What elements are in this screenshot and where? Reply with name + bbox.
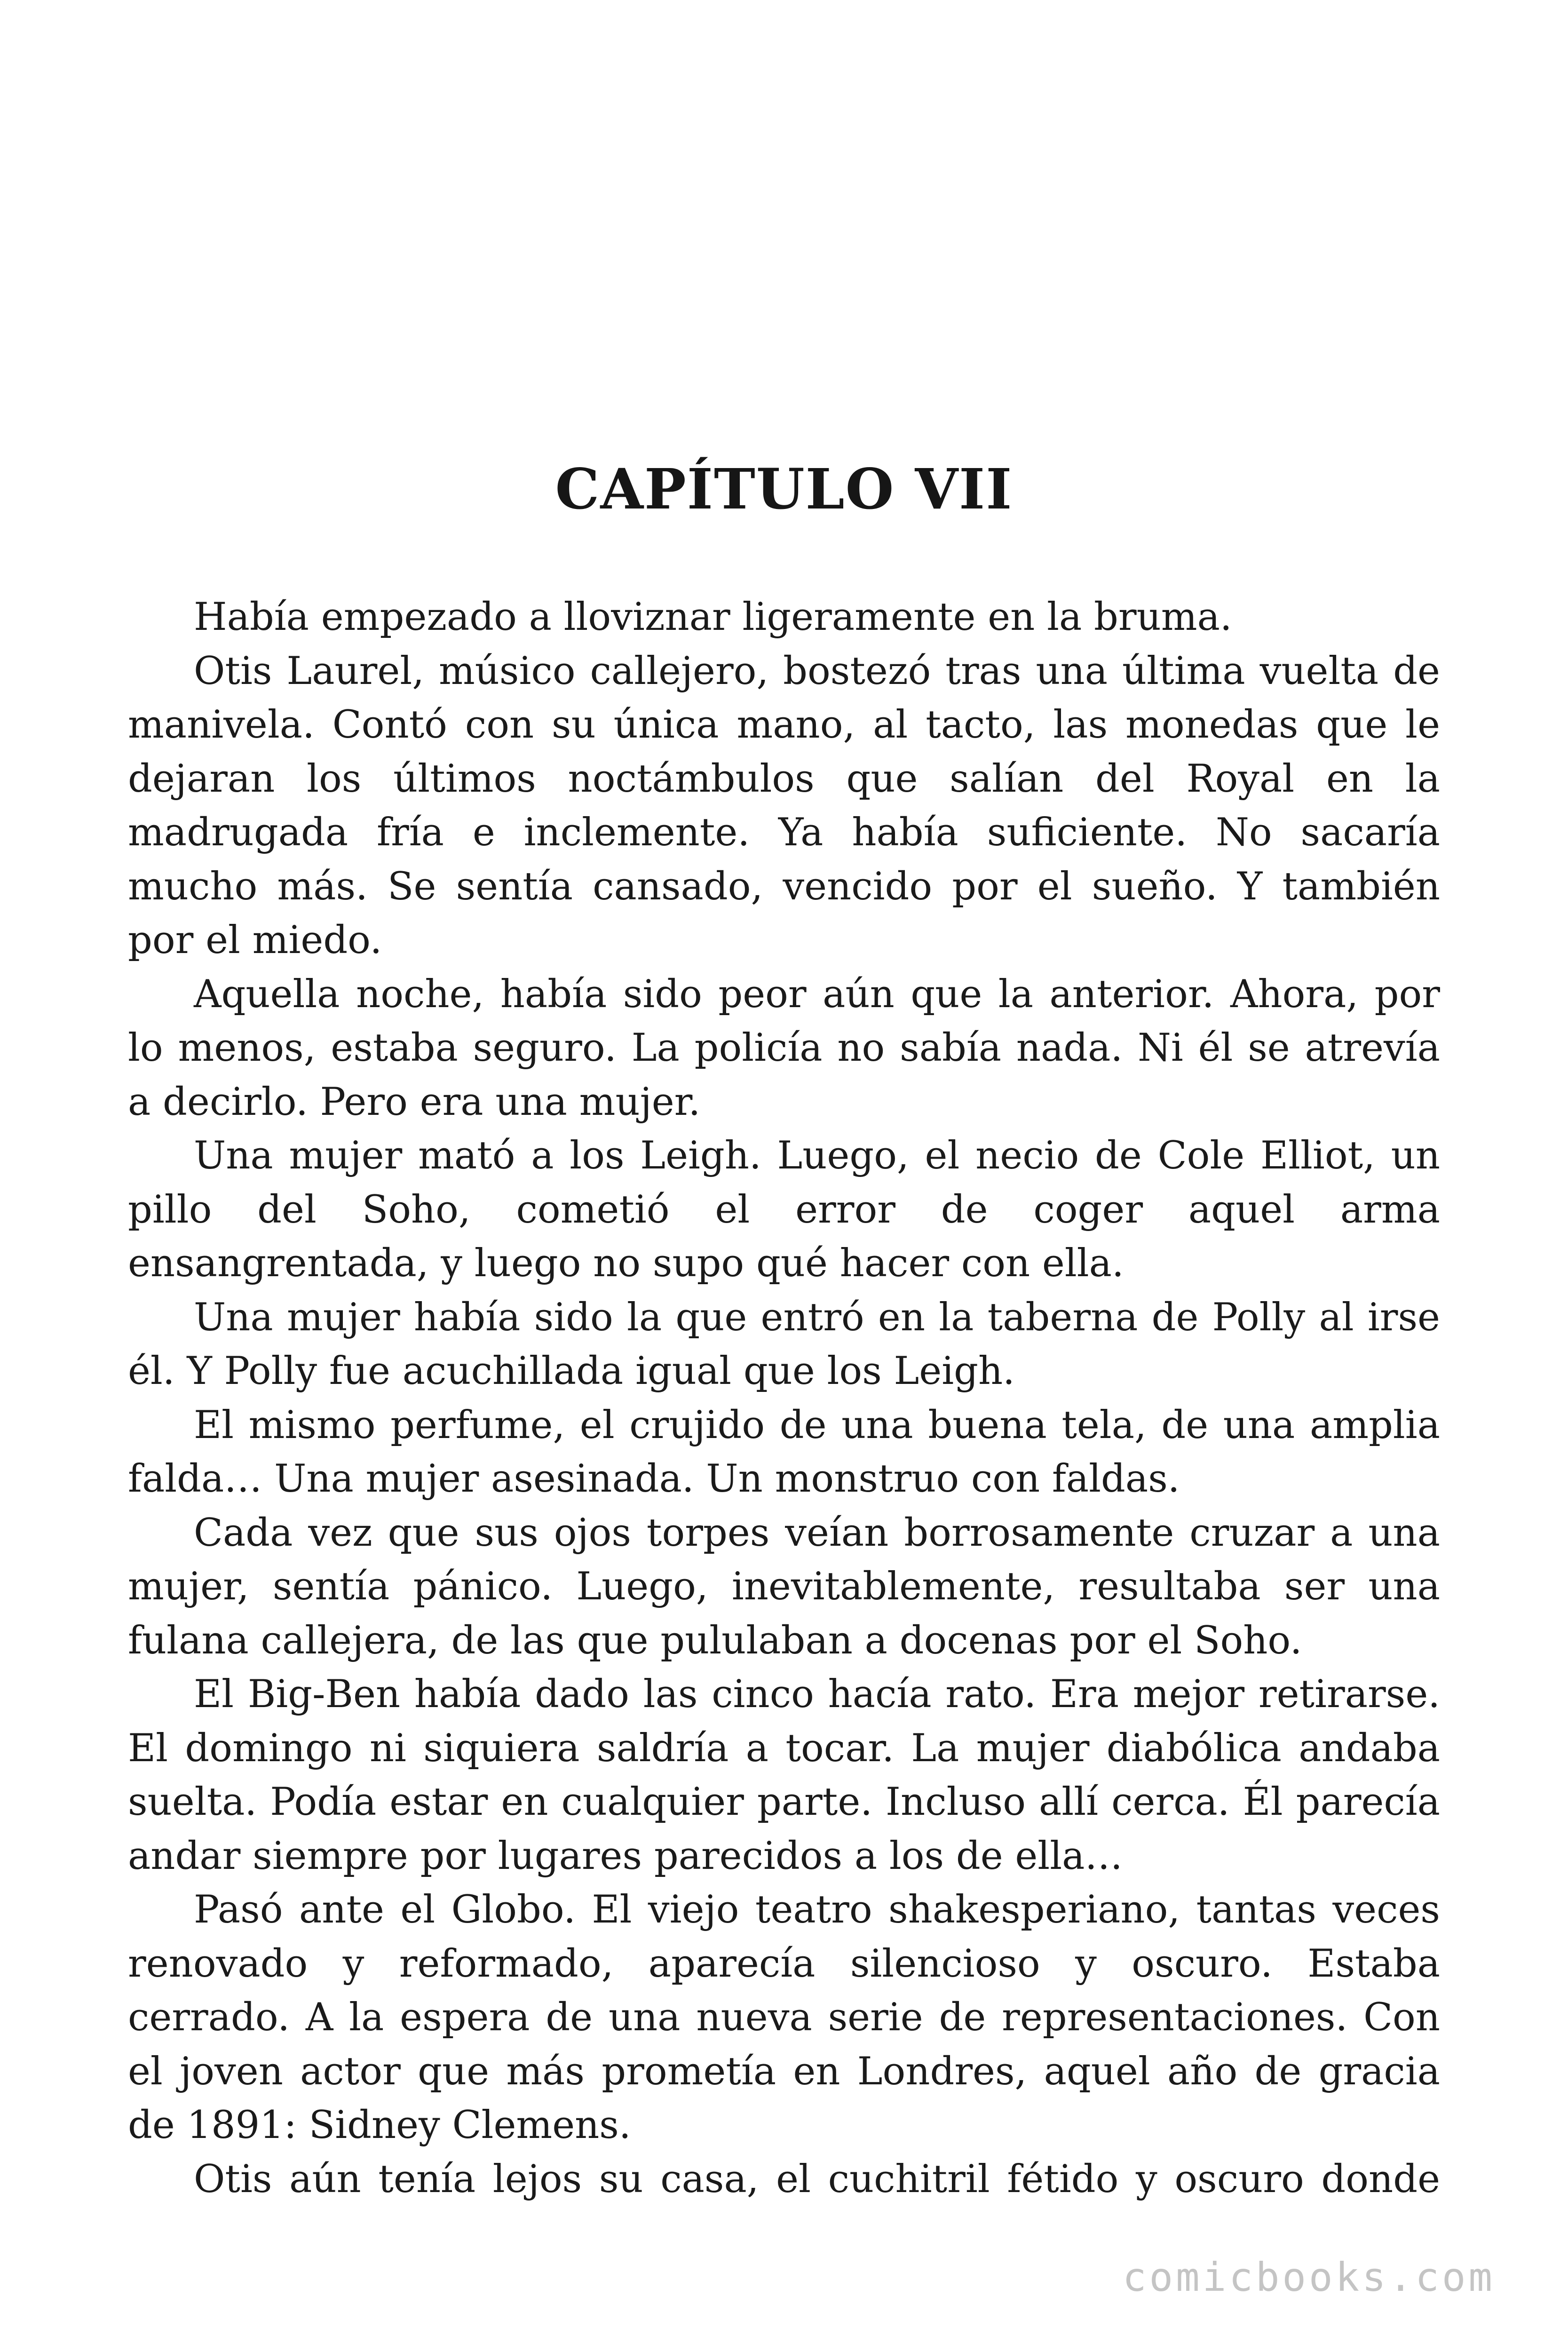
paragraph: Había empezado a lloviznar ligeramente en la bruma. — [194, 595, 1232, 639]
paragraph: El Big-Ben había dado las cinco hacía rato. Era mejor retirarse. El domingo ni siquiera saldría a tocar. La mujer diabólica andaba suelta. Podía estar en cualquier parte. Incluso allí cerca. Él parecía andar siempre por lugares parecidos a los de ella… — [128, 1672, 1440, 1878]
paragraph: Otis aún tenía lejos su casa, el cuchitril fétido y oscuro donde — [194, 2157, 1440, 2201]
paragraph: Cada vez que sus ojos torpes veían borrosamente cruzar a una mujer, sentía pánico. Luego, inevitablemente, resultaba ser una fulana callejera, de las que pululaban a docenas por el Soho. — [128, 1510, 1440, 1663]
paragraph: Una mujer mató a los Leigh. Luego, el necio de Cole Elliot, un pillo del Soho, cometió el error de coger aquel arma ensangrentada, y luego no supo qué hacer con ella. — [128, 1134, 1440, 1286]
paragraph: Una mujer había sido la que entró en la taberna de Polly al irse él. Y Polly fue acuchillada igual que los Leigh. — [128, 1295, 1440, 1393]
watermark: comicbooks.com — [1122, 2254, 1495, 2300]
paragraph: Otis Laurel, músico callejero, bostezó tras una última vuelta de manivela. Contó con su única mano, al tacto, las monedas que le dejaran los últimos noctámbulos que salían del Royal en la madrugada fría e inclemente. Ya había suficiente. No sacaría mucho más. Se sentía cansado, vencido por el sueño. Y también por el miedo. — [128, 649, 1440, 962]
chapter-body — [128, 590, 1440, 2206]
paragraph: El mismo perfume, el crujido de una buena tela, de una amplia falda… Una mujer asesinada. Un monstruo con faldas. — [128, 1403, 1440, 1501]
paragraph: Aquella noche, había sido peor aún que la anterior. Ahora, por lo menos, estaba seguro. La policía no sabía nada. Ni él se atrevía a decirlo. Pero era una mujer. — [128, 972, 1440, 1124]
chapter-title: CAPÍTULO VII — [555, 456, 1013, 522]
paragraph: Pasó ante el Globo. El viejo teatro shakesperiano, tantas veces renovado y reformado, aparecía silencioso y oscuro. Estaba cerrado. A la espera de una nueva serie de representaciones. Con el joven actor que más prometía en Londres, aquel año de gracia de 1891: Sidney Clemens. — [128, 1888, 1440, 2147]
